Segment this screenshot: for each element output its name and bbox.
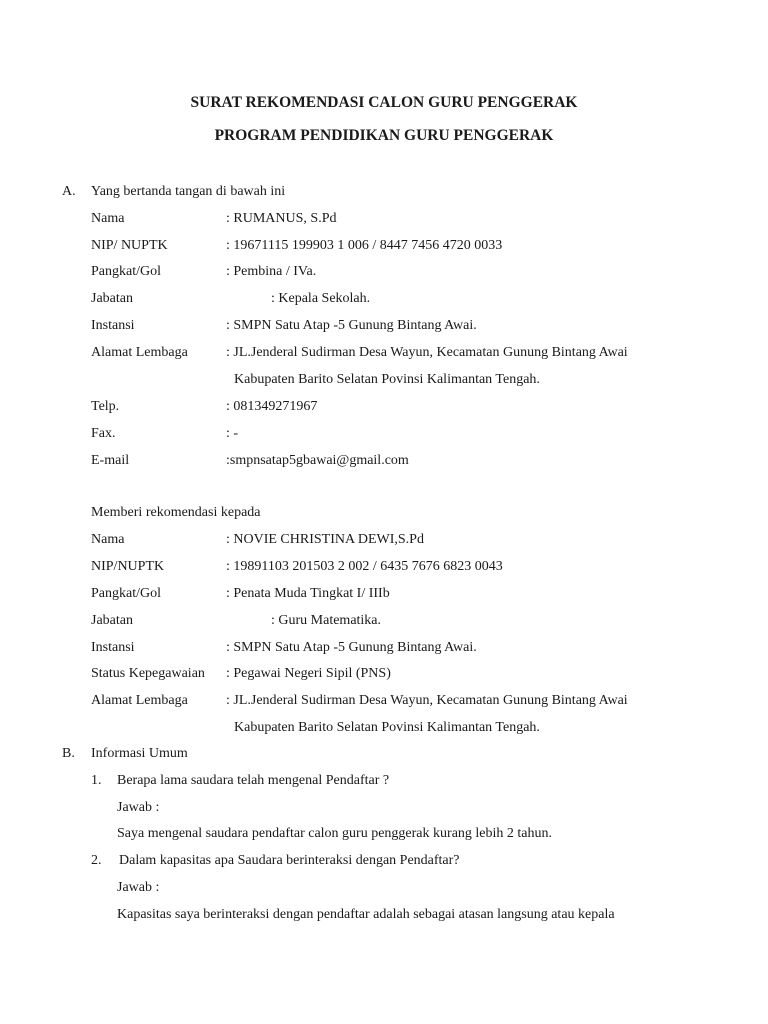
field-label: Pangkat/Gol — [91, 586, 161, 601]
answer-label: Jawab : — [117, 800, 160, 815]
field-value: : - — [226, 426, 239, 441]
field-label: Instansi — [91, 640, 135, 655]
field-value: : 081349271967 — [226, 399, 318, 414]
field-value-continuation: Kabupaten Barito Selatan Povinsi Kalimantan Tengah. — [234, 372, 540, 387]
letter-subtitle: PROGRAM PENDIDIKAN GURU PENGGERAK — [214, 127, 554, 144]
field-label: NIP/NUPTK — [91, 559, 165, 574]
field-label: Telp. — [91, 399, 120, 414]
question-number: 1. — [91, 773, 102, 788]
field-label: Alamat Lembaga — [91, 693, 188, 708]
field-label: Nama — [91, 532, 125, 547]
answer-text: Saya mengenal saudara pendaftar calon guru penggerak kurang lebih 2 tahun. — [117, 826, 552, 841]
question-text: Dalam kapasitas apa Saudara berinteraksi dengan Pendaftar? — [119, 853, 460, 868]
field-value: : 19891103 201503 2 002 / 6435 7676 6823 0043 — [226, 559, 503, 574]
field-label: Alamat Lembaga — [91, 345, 188, 360]
field-value: : RUMANUS, S.Pd — [226, 211, 337, 226]
field-value: : NOVIE CHRISTINA DEWI,S.Pd — [226, 532, 424, 547]
letter-title: SURAT REKOMENDASI CALON GURU PENGGERAK — [190, 94, 578, 111]
field-label: Instansi — [91, 318, 135, 333]
field-value: : Penata Muda Tingkat I/ IIIb — [226, 586, 390, 601]
field-value: : JL.Jenderal Sudirman Desa Wayun, Kecamatan Gunung Bintang Awai — [226, 693, 628, 708]
field-label: E-mail — [91, 453, 130, 468]
field-label: Jabatan — [91, 613, 133, 628]
field-label: NIP/ NUPTK — [91, 238, 168, 253]
field-label: Fax. — [91, 426, 116, 441]
section-a-marker: A. — [62, 184, 76, 199]
question-number: 2. — [91, 853, 102, 868]
field-value: : Pegawai Negeri Sipil (PNS) — [226, 666, 391, 681]
field-label: Nama — [91, 211, 125, 226]
answer-text: Kapasitas saya berinteraksi dengan pendaftar adalah sebagai atasan langsung atau kepala — [117, 907, 615, 922]
field-value: : SMPN Satu Atap -5 Gunung Bintang Awai. — [226, 640, 477, 655]
section-b-heading: Informasi Umum — [91, 746, 188, 761]
answer-label: Jawab : — [117, 880, 160, 895]
field-value: : SMPN Satu Atap -5 Gunung Bintang Awai. — [226, 318, 477, 333]
email-value: :smpnsatap5gbawai@gmail.com — [226, 453, 409, 468]
section-b-marker: B. — [62, 746, 75, 761]
field-value: : 19671115 199903 1 006 / 8447 7456 4720 0033 — [226, 238, 503, 253]
recommend-intro: Memberi rekomendasi kepada — [91, 505, 261, 520]
field-label: Pangkat/Gol — [91, 264, 161, 279]
field-value: : Guru Matematika. — [271, 613, 382, 628]
field-value: : Kepala Sekolah. — [271, 291, 371, 306]
field-value-continuation: Kabupaten Barito Selatan Povinsi Kalimantan Tengah. — [234, 720, 540, 735]
question-text: Berapa lama saudara telah mengenal Pendaftar ? — [117, 773, 390, 788]
section-a-intro: Yang bertanda tangan di bawah ini — [91, 184, 286, 199]
field-label: Jabatan — [91, 291, 133, 306]
field-value: : Pembina / IVa. — [226, 264, 317, 279]
field-value: : JL.Jenderal Sudirman Desa Wayun, Kecamatan Gunung Bintang Awai — [226, 345, 628, 360]
field-label: Status Kepegawaian — [91, 666, 205, 681]
